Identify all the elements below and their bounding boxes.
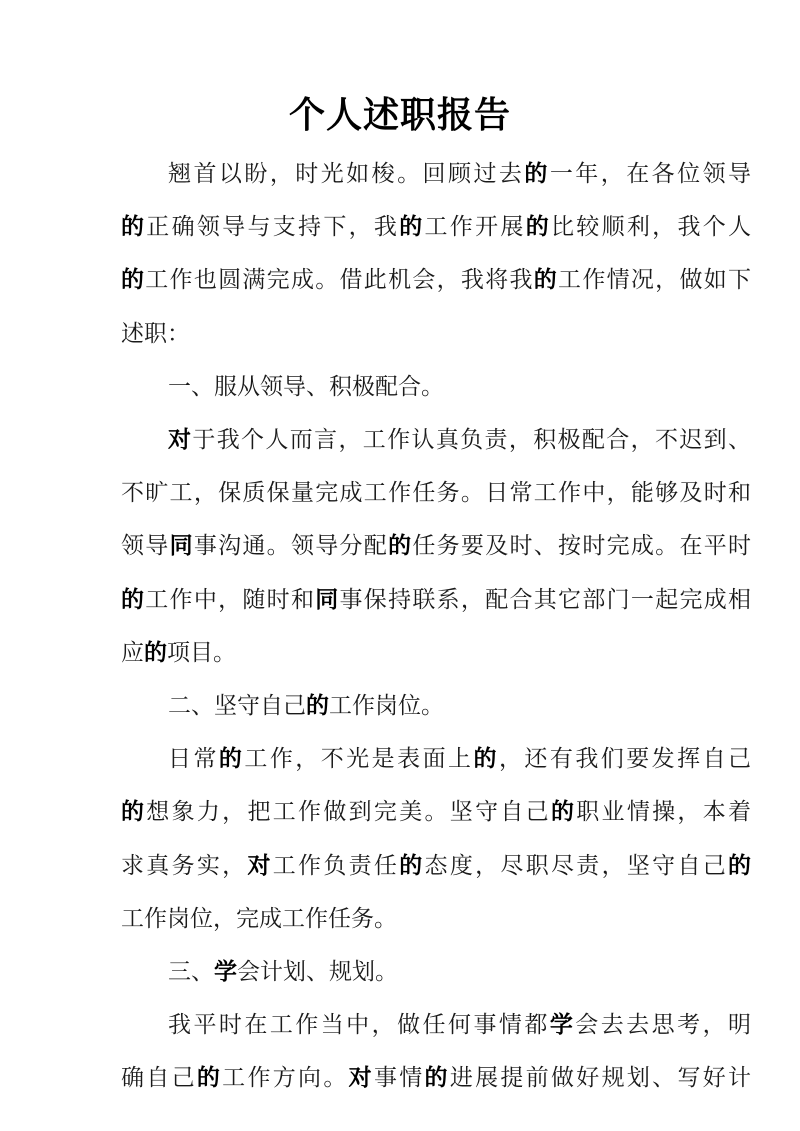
text-run: 任务要及时、按时完成。在平时	[412, 533, 752, 560]
text-run: 进展提前做好规划、写好计	[449, 1065, 752, 1092]
paragraph-first-line	[168, 369, 444, 405]
bold-text-run: 的	[121, 585, 146, 613]
text-run: 会计划、规划。	[237, 959, 398, 985]
paragraph-line	[121, 262, 751, 298]
bold-text-run: 学	[549, 1011, 576, 1039]
text-run: 项目。	[167, 639, 236, 666]
text-run: 想象力，把工作做到完美。坚守自己	[146, 799, 551, 826]
text-run: 会去去思考，明	[575, 1012, 752, 1039]
bold-text-run: 的	[121, 798, 147, 826]
text-run: ，还有我们要发挥自己	[498, 746, 752, 773]
bold-text-run: 对	[168, 426, 193, 453]
paragraph-line	[121, 209, 751, 245]
text-run: 于我个人而言，工作认真负责，积极配合，不迟到、	[192, 427, 752, 453]
paragraph-line	[121, 848, 751, 884]
bold-text-run: 的	[121, 213, 147, 241]
bold-text-run: 的	[388, 532, 413, 560]
text-run: 工作也圆满完成。借此机会，我将我	[145, 267, 534, 294]
bold-text-run: 的	[218, 745, 245, 773]
paragraph-line	[121, 794, 751, 830]
text-run: 日常	[168, 746, 219, 773]
text-run: 二、坚守自己	[168, 693, 306, 719]
paragraph-first-line	[168, 954, 398, 990]
paragraph-line	[121, 582, 751, 618]
paragraph-first-line	[168, 688, 444, 724]
bold-text-run: 同	[169, 532, 194, 560]
paragraph-first-line	[168, 156, 751, 192]
bold-text-run: 同	[315, 585, 340, 613]
text-run: 不旷工，保质保量完成工作任务。日常工作中，能够及时和	[121, 480, 751, 507]
text-run: 工作方向。	[222, 1065, 349, 1092]
text-run: 应	[121, 639, 144, 666]
text-run: 工作中，随时和	[145, 586, 316, 613]
paragraph-line	[121, 475, 751, 511]
bold-text-run: 的	[550, 798, 577, 826]
text-run: 一、服从领导、积极配合。	[168, 373, 444, 400]
bold-text-run: 的	[473, 745, 499, 773]
paragraph-first-line	[168, 422, 751, 458]
text-run: 正确领导与支持下，我	[146, 214, 400, 241]
text-run: 比较顺利，我个人	[550, 214, 752, 241]
text-run: 工作开展	[424, 214, 526, 241]
text-run: 职业情操，本着	[576, 799, 752, 826]
bold-text-run: 的	[144, 638, 167, 666]
bold-text-run: 的	[399, 213, 425, 241]
text-run: 述职：	[121, 320, 190, 347]
bold-text-run: 的	[524, 160, 550, 187]
text-run: 态度，尽职尽责，坚守自己	[424, 852, 729, 879]
bold-text-run: 的	[399, 851, 425, 879]
text-run: 确自己	[121, 1065, 197, 1092]
paragraph-line	[121, 528, 751, 564]
text-run: 事保持联系，配合其它部门一起完成相	[339, 586, 752, 613]
paragraph-line	[121, 316, 190, 352]
bold-text-run: 的	[121, 266, 146, 294]
text-run: 一年，在各位领导	[549, 161, 752, 187]
text-run: 翘首以盼，时光如梭。回顾过去	[168, 161, 525, 187]
text-run: 工作负责任	[272, 852, 400, 879]
bold-text-run: 的	[196, 1064, 223, 1092]
text-run: 三、	[168, 959, 214, 985]
text-run: 我平时在工作当中，做任何事情都	[168, 1012, 550, 1039]
text-run: 领导	[121, 533, 170, 560]
text-run: 事沟通。领导分配	[193, 533, 389, 560]
paragraph-first-line	[168, 1007, 751, 1043]
bold-text-run: 的	[306, 692, 329, 719]
bold-text-run: 学	[214, 958, 237, 985]
text-run: 工作情况，做如下	[558, 267, 752, 294]
bold-text-run: 对	[348, 1064, 374, 1092]
bold-text-run: 的	[533, 266, 559, 294]
text-run: 事情	[373, 1065, 425, 1092]
text-run: 求真务实，	[121, 852, 248, 879]
bold-text-run: 的	[728, 851, 752, 879]
paragraph-line	[121, 1060, 751, 1096]
paragraph-first-line	[168, 741, 751, 777]
text-run: 工作岗位，完成工作任务。	[121, 905, 397, 932]
bold-text-run: 的	[525, 213, 551, 241]
paragraph-line	[121, 635, 236, 671]
text-run: 工作岗位。	[329, 693, 444, 719]
document-title: 个人述职报告	[288, 95, 511, 136]
bold-text-run: 对	[247, 851, 273, 879]
text-run: 工作，不光是表面上	[244, 746, 474, 773]
bold-text-run: 的	[424, 1064, 450, 1092]
paragraph-line	[121, 901, 397, 937]
